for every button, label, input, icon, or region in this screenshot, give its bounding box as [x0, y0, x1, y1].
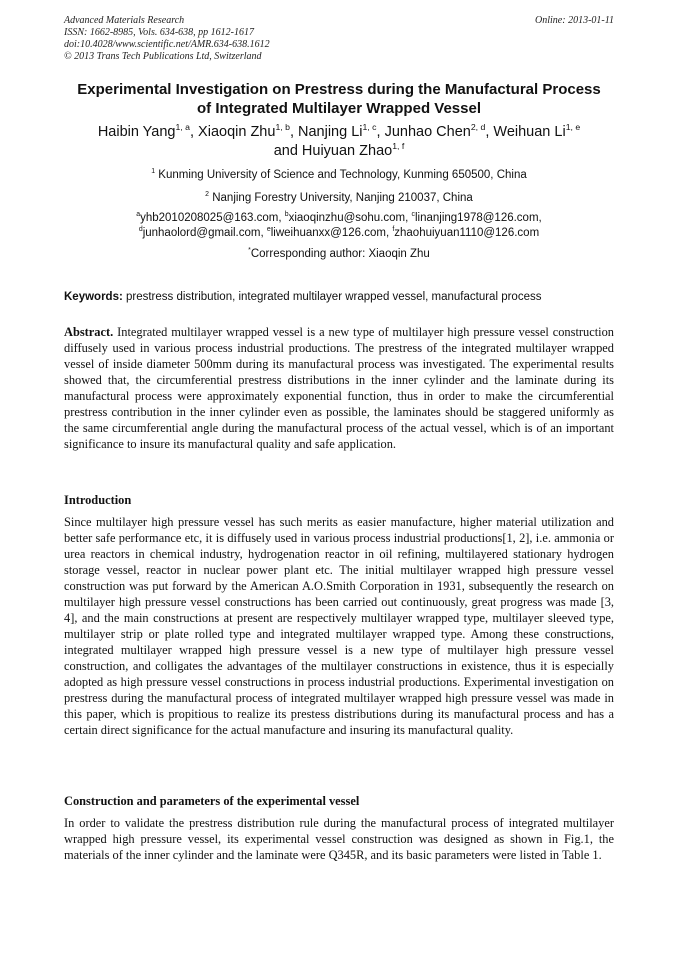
author: Haibin Yang$^{1, a}$: [97, 122, 190, 140]
section-text-introduction: Since multilayer high pressure vessel has such merits as easier manufacture, higher material utilization and better safe performance etc, it is diffusely used in various process industrial productions[1, 2], i.e. ammonia or urea reactors in chemical industry, hydrogenation reactor in oil refining, multilayered stationary hydrogen storage vessel, reactor in nuclear power plant etc. The initial multilayer wrapped high pressure vessel construction was put forward by the American A.O.Smith Corporation in 1931, subsequently the research on multilayer high pressure vessel constructions has been carried out continuously, great progress was made [3, 4], and the main constructions at present are respectively multilayer wrapped type, multilayer sleeved type, multilayer strip or plate rolled type and integrated multilayer wrapped type. Among these constructions, integrated multilayer wrapped high pressure vessel is a new type of multilayer high pressure vessel construction, and colligates the advantages of the multilayer constructions in existence, thus it is especially adopted as high pressure vessel constructions in process industrial productions. Experimental investigation on prestress during the manufactural process of integrated multilayer wrapped high pressure vessel was made in this paper, which is propitious to realize its prestess distributions during its manufactural process and has a certain direct significance for the actual manufacture and insuring its manufactural quality.: [64, 515, 614, 737]
paper-title: Experimental Investigation on Prestress during the Manufactural Process of Integrated Multilayer Wrapped Vessel: [77, 81, 601, 117]
affiliation-2: $^2$ Nanjing Forestry University, Nanjing 210037, China: [205, 191, 473, 204]
author-list: Haibin Yang$^{1, a}$, Xiaoqin Zhu$^{1, b}$, Nanjing Li$^{1, c}$, Junhao Chen$^{2, d}$, Weihuan Li$^{1, e}$ and Huiyuan Zhao$^{1, f}$: [97, 122, 581, 159]
author: Junhao Chen$^{2, d}$: [384, 122, 486, 140]
email-link[interactable]: linanjing1978@126.com,: [414, 212, 542, 224]
online-date: Online: 2013-01-11: [535, 15, 614, 26]
section-heading-construction: Construction and parameters of the experimental vessel: [64, 794, 360, 808]
affiliation-1: $^1$ Kunming University of Science and Technology, Kunming 650500, China: [151, 168, 527, 181]
copyright-line: © 2013 Trans Tech Publications Ltd, Switzerland: [64, 51, 262, 62]
email-link[interactable]: liweihuanxx@126.com,: [270, 227, 393, 239]
keywords-text: prestress distribution, integrated multilayer wrapped vessel, manufactural process: [122, 291, 542, 303]
issn-line: ISSN: 1662-8985, Vols. 634-638, pp 1612-1617: [64, 27, 254, 38]
abstract: [64, 324, 614, 452]
email-link[interactable]: xiaoqinzhu@sohu.com,: [288, 212, 412, 224]
abstract-label: Abstract.: [64, 325, 114, 339]
corresponding-author: *Corresponding author: Xiaoqin Zhu: [248, 247, 430, 260]
keywords: [64, 290, 616, 304]
author: Weihuan Li$^{1, e}$: [493, 122, 581, 140]
email-link[interactable]: junhaolord@gmail.com,: [142, 227, 267, 239]
email-list: $^a$yhb2010208025@163.com, $^b$xiaoqinzhu@sohu.com, $^c$linanjing1978@126.com, $^d$junhaolord@gmail.com, $^e$liweihuanxx@126.com, $^f$zhaohuiyuan1110@126.com: [136, 211, 542, 239]
abstract-text: Integrated multilayer wrapped vessel is a new type of multilayer high pressure vessel construction diffusely used in various process industrial productions. The prestress of the integrated multilayer wrapped vessel of inside diameter 500mm during its manufactural process was investigated. The experimental results showed that, the circumferential prestress distributions in the inner cylinder and the laminate during its manufactural process were approximately exponential function, thus in order to make the circumferential prestress contribution in the inner cylinder even as possible, the laminates should be staggered uniformly as the same circumferential angle during the manufactural process of the actual vessel, which is of an important significance to insure its manufactural quality and safe application.: [64, 325, 614, 451]
author: Nanjing Li$^{1, c}$: [298, 122, 377, 140]
keywords-label: Keywords:: [64, 291, 123, 303]
author: and Huiyuan Zhao$^{1, f}$: [273, 141, 405, 159]
section-heading-introduction: Introduction: [64, 493, 132, 507]
email-link[interactable]: yhb2010208025@163.com,: [140, 212, 285, 224]
doi-line: doi:10.4028/www.scientific.net/AMR.634-638.1612: [64, 39, 270, 50]
journal-header: [64, 15, 270, 63]
email-link[interactable]: zhaohuiyuan1110@126.com: [394, 227, 540, 239]
section-text-construction: In order to validate the prestress distribution rule during the manufactural process of integrated multilayer wrapped high pressure vessel, its experimental vessel construction was designed as shown in Fig.1, the materials of the inner cylinder and the laminate were Q345R, and its basic parameters were listed in Table 1.: [64, 816, 614, 862]
author: Xiaoqin Zhu$^{1, b}$: [198, 122, 290, 140]
journal-name: Advanced Materials Research: [64, 15, 185, 26]
